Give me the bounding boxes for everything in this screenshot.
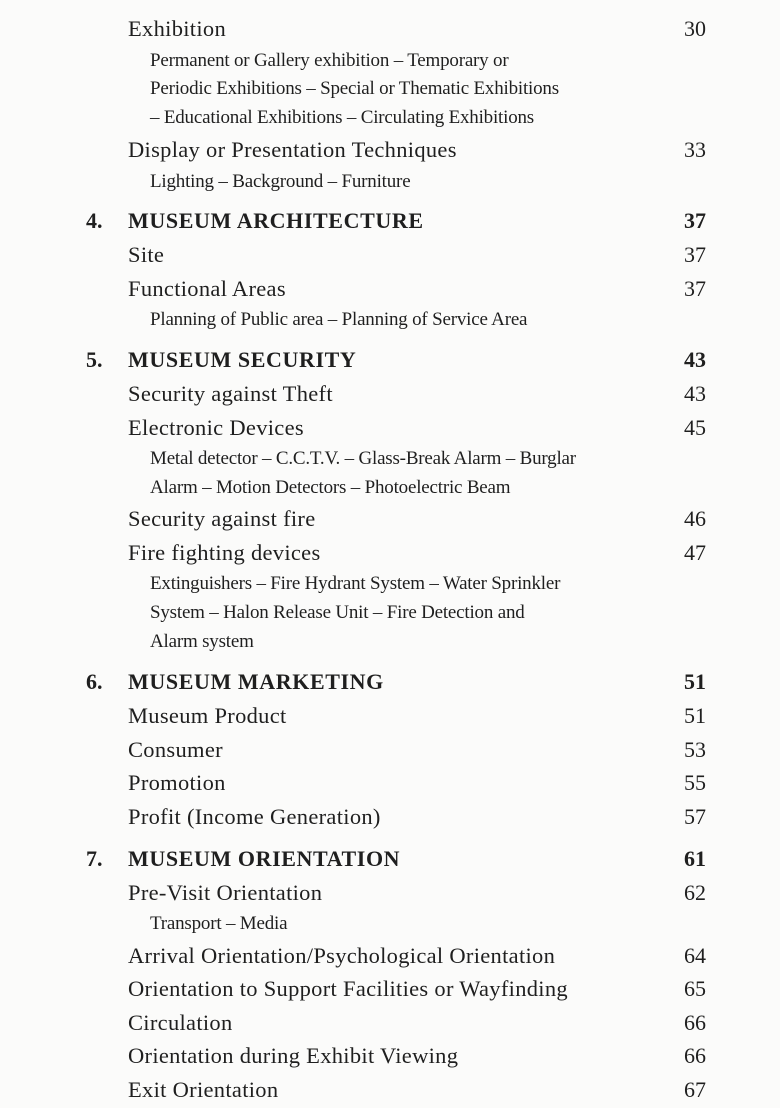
page-number: 47: [684, 540, 706, 565]
chapter-title: MUSEUM SECURITY: [128, 347, 357, 372]
section-title: Security against fire: [128, 506, 316, 531]
page-number: 67: [684, 1077, 706, 1102]
section-title: Profit (Income Generation): [128, 804, 381, 829]
page-number: 37: [684, 208, 706, 233]
page-number: 51: [684, 703, 706, 728]
page-number: 37: [684, 276, 706, 301]
subtopic-line: Periodic Exhibitions – Special or Thematic Exhibitions: [150, 78, 559, 99]
chapter-number: 7.: [86, 846, 103, 871]
subtopic-line: Alarm – Motion Detectors – Photoelectric Beam: [150, 477, 511, 498]
page-number: 55: [684, 770, 706, 795]
subtopic-line: System – Halon Release Unit – Fire Detection and: [150, 602, 525, 623]
section-title: Site: [128, 242, 165, 267]
chapter-title: MUSEUM MARKETING: [128, 669, 384, 694]
section-title: Display or Presentation Techniques: [128, 137, 457, 162]
page-number: 43: [684, 381, 706, 406]
chapter-number: 6.: [86, 669, 103, 694]
section-title: Orientation during Exhibit Viewing: [128, 1043, 459, 1068]
subtopic-line: Metal detector – C.C.T.V. – Glass-Break Alarm – Burglar: [150, 448, 576, 469]
page-number: 51: [684, 669, 706, 694]
subtopic-line: Extinguishers – Fire Hydrant System – Water Sprinkler: [150, 573, 561, 594]
subtopic-line: Lighting – Background – Furniture: [150, 171, 411, 192]
page-number: 62: [684, 880, 706, 905]
section-title: Museum Product: [128, 703, 287, 728]
section-title: Arrival Orientation/Psychological Orientation: [128, 943, 556, 968]
section-title: Fire fighting devices: [128, 540, 321, 565]
section-title: Promotion: [128, 770, 226, 795]
chapter-title: MUSEUM ARCHITECTURE: [128, 208, 424, 233]
subtopic-line: – Educational Exhibitions – Circulating Exhibitions: [150, 107, 535, 128]
page-number: 46: [684, 506, 706, 531]
section-title: Exhibition: [128, 16, 226, 41]
section-title: Exit Orientation: [128, 1077, 279, 1102]
page-number: 66: [684, 1010, 706, 1035]
chapter-number: 5.: [86, 347, 103, 372]
page-number: 30: [684, 16, 706, 41]
subtopic-line: Transport – Media: [150, 913, 288, 934]
section-title: Circulation: [128, 1010, 233, 1035]
page-number: 64: [684, 943, 706, 968]
page-number: 66: [684, 1043, 706, 1068]
page-number: 53: [684, 737, 706, 762]
page-number: 43: [684, 347, 706, 372]
chapter-number: 4.: [86, 208, 103, 233]
subtopic-line: Alarm system: [150, 631, 254, 652]
page-number: 57: [684, 804, 706, 829]
section-title: Electronic Devices: [128, 415, 304, 440]
section-title: Security against Theft: [128, 381, 333, 406]
page-number: 33: [684, 137, 706, 162]
section-title: Pre-Visit Orientation: [128, 880, 323, 905]
subtopic-line: Permanent or Gallery exhibition – Temporary or: [150, 50, 509, 71]
section-title: Orientation to Support Facilities or Wayfinding: [128, 976, 568, 1001]
subtopic-line: Planning of Public area – Planning of Service Area: [150, 309, 528, 330]
chapter-title: MUSEUM ORIENTATION: [128, 846, 401, 871]
section-title: Functional Areas: [128, 276, 286, 301]
page-number: 61: [684, 846, 706, 871]
page-number: 65: [684, 976, 706, 1001]
section-title: Consumer: [128, 737, 223, 762]
page-number: 45: [684, 415, 706, 440]
page-number: 37: [684, 242, 706, 267]
